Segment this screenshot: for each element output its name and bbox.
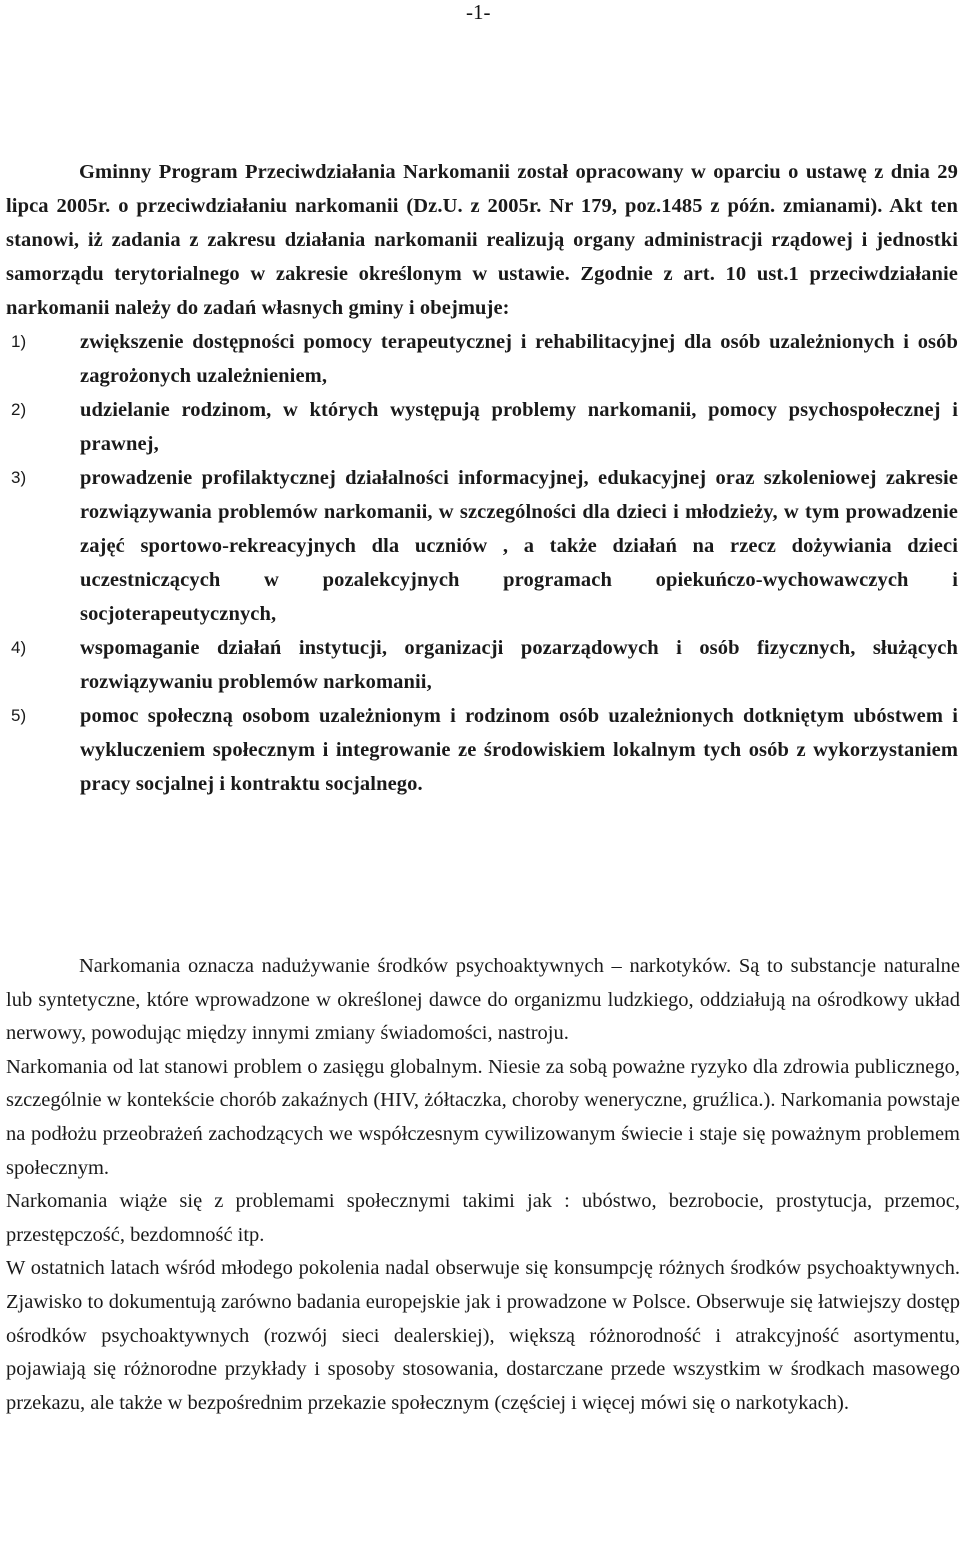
list-item (6, 393, 958, 461)
tasks-list (6, 325, 958, 801)
list-item (6, 325, 958, 393)
list-item-number: 5) (11, 706, 27, 725)
body-section (6, 950, 960, 1420)
list-item-text: wspomaganie działań instytucji, organizacji pozarządowych i osób fizycznych, służących rozwiązywaniu problemów narkomanii, (80, 637, 958, 693)
intro-section (6, 155, 958, 801)
list-item-text: prowadzenie profilaktycznej działalności informacyjnej, edukacyjnej oraz szkoleniowej zakresie rozwiązywania problemów narkomanii, w szczególności dla dzieci i młodzieży, w tym prowadzenie zajęć sportowo-rekreacyjnych dla uczniów , a także działań na rzecz dożywiania dzieci uczestniczących w pozalekcyjnych programach opiekuńczo-wychowawczych i socjoterapeutycznych, (80, 467, 958, 625)
list-item-number: 3) (11, 468, 27, 487)
list-item (6, 461, 958, 631)
list-item-text: zwiększenie dostępności pomocy terapeutycznej i rehabilitacyjnej dla osób uzależnionych i osób zagrożonych uzależnieniem, (80, 331, 958, 387)
intro-paragraph: Gminny Program Przeciwdziałania Narkomanii został opracowany w oparciu o ustawę z dnia 29 lipca 2005r. o przeciwdziałaniu narkomanii (Dz.U. z 2005r. Nr 179, poz.1485 z późn. zmianami). Akt ten stanowi, iż zadania z zakresu działania narkomanii realizują organy administracji rządowej i jednostki samorządu terytorialnego w zakresie określonym w ustawie. Zgodnie z art. 10 ust.1 przeciwdziałanie narkomanii należy do zadań własnych gminy i obejmuje: (6, 161, 958, 319)
list-item-text: pomoc społeczną osobom uzależnionym i rodzinom osób uzależnionych dotkniętym ubóstwem i wykluczeniem społecznym i integrowanie ze środowiskiem lokalnym tych osób z wykorzystaniem pracy socjalnej i kontraktu socjalnego. (80, 705, 958, 795)
list-item-number: 2) (11, 400, 27, 419)
list-item-number: 1) (11, 332, 27, 351)
list-item-text: udzielanie rodzinom, w których występują problemy narkomanii, pomocy psychospołecznej i prawnej, (80, 399, 958, 455)
body-paragraph-global-problem: Narkomania od lat stanowi problem o zasięgu globalnym. Niesie za sobą poważne ryzyko dla zdrowia publicznego, szczególnie w kontekście chorób zakaźnych (HIV, żółtaczka, choroby weneryczne, gruźlica.). Narkomania powstaje na podłożu przeobrażeń zachodzących we współczesnym cywilizowanym świecie i staje się poważnym problemem społecznym. (6, 1055, 960, 1179)
list-item (6, 699, 958, 801)
body-paragraph-definition: Narkomania oznacza nadużywanie środków psychoaktywnych – narkotyków. Są to substancje naturalne lub syntetyczne, które wprowadzone w określonej dawce do organizmu ludzkiego, oddziałują na ośrodkowy układ nerwowy, powodując między innymi zmiany świadomości, nastroju. (6, 955, 960, 1045)
list-item-number: 4) (11, 638, 27, 657)
list-item (6, 631, 958, 699)
body-paragraph-recent-years: W ostatnich latach wśród młodego pokolenia nadal obserwuje się konsumpcję różnych środków psychoaktywnych. Zjawisko to dokumentują zarówno badania europejskie jak i prowadzone w Polsce. Obserwuje się łatwiejszy dostęp ośrodków psychoaktywnych (rozwój sieci dealerskiej), większą różnorodność i atrakcyjność asortymentu, pojawiają się różnorodne przykłady i sposoby stosowania, dostarczane przede wszystkim w środkach masowego przekazu, ale także w bezpośrednim przekazie społecznym (częściej i więcej mówi się o narkotykach). (6, 1257, 960, 1414)
page-number: -1- (466, 0, 491, 24)
body-paragraph-social-problems: Narkomania wiąże się z problemami społecznymi takimi jak : ubóstwo, bezrobocie, prostytucja, przemoc, przestępczość, bezdomność itp. (6, 1190, 960, 1246)
